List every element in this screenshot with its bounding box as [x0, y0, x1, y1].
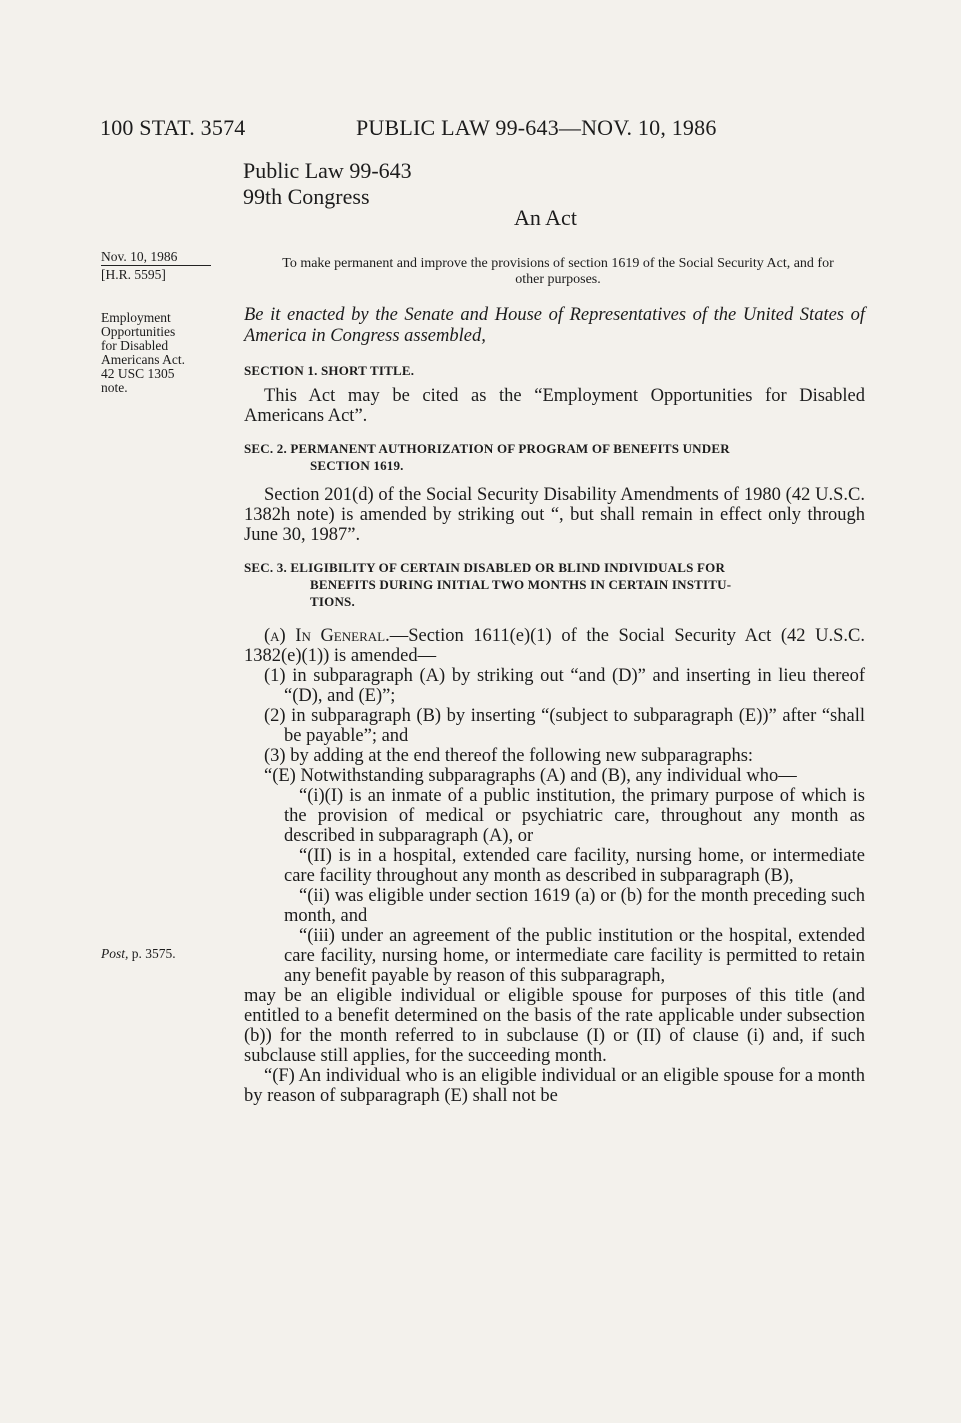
- subparagraph-E-closing: may be an eligible individual or eligible spouse for purposes of this title (and entitled to a benefit determined on the basis of the rate applicable under subsection (b)) for the month referred to in subclause (I) or (II) of clause (i) and, if such subclause still applies, for the succeeding month.: [244, 986, 865, 1066]
- an-act-title: An Act: [514, 205, 577, 230]
- clause-ii: “(ii) was eligible under section 1619 (a) or (b) for the month preceding such month, and: [284, 886, 865, 926]
- section-3-heading-line: BENEFITS DURING INITIAL TWO MONTHS IN CERTAIN INSTITU-: [310, 577, 732, 592]
- running-head-title: PUBLIC LAW 99-643—NOV. 10, 1986: [356, 115, 717, 140]
- section-2-heading: [244, 440, 865, 474]
- congress-number: 99th Congress: [243, 184, 370, 209]
- post-page: p. 3575.: [131, 946, 176, 961]
- margin-note-line: note.: [101, 380, 128, 395]
- amendment-item-2: (2) in subparagraph (B) by inserting “(subject to subparagraph (E))” after “shall be payable”; and: [264, 706, 865, 746]
- enacting-clause: Be it enacted by the Senate and House of Representatives of the United States of America in Congress assembled,: [244, 305, 865, 346]
- subparagraph-E-intro: “(E) Notwithstanding subparagraphs (A) and (B), any individual who—: [264, 766, 797, 786]
- section-1-paragraph: This Act may be cited as the “Employment Opportunities for Disabled Americans Act”.: [244, 386, 865, 426]
- margin-date-block: [101, 250, 211, 282]
- subparagraph-F-start: “(F) An individual who is an eligible individual or an eligible spouse for a month by reason of subparagraph (E) shall not be: [244, 1066, 865, 1106]
- margin-note-line: for Disabled: [101, 338, 169, 353]
- margin-short-title-note: [101, 311, 221, 395]
- section-2-paragraph: Section 201(d) of the Social Security Disability Amendments of 1980 (42 U.S.C. 1382h note) is amended by striking out “, but shall remain in effect only through June 30, 1987”.: [244, 485, 865, 545]
- section-1-heading: SECTION 1. SHORT TITLE.: [244, 363, 415, 378]
- section-3-body: [244, 626, 865, 1106]
- amendment-item-3: (3) by adding at the end thereof the following new subparagraphs:: [264, 746, 754, 766]
- margin-post-reference: [101, 947, 221, 961]
- subsection-a-text: —Section 1611(e)(1) of the Social Security Act (42 U.S.C. 1382(e)(1)) is amended—: [244, 626, 866, 666]
- act-purpose: To make permanent and improve the provisions of section 1619 of the Social Security Act, and for other purposes.: [282, 256, 834, 287]
- bleed-through-shadow: [650, 160, 870, 211]
- clause-i-II: “(II) is in a hospital, extended care facility, nursing home, or intermediate care facility throughout any month as described in subparagraph (B),: [284, 846, 865, 886]
- margin-note-line: Americans Act.: [101, 352, 185, 367]
- amendment-item-1: (1) in subparagraph (A) by striking out “and (D)” and inserting in lieu thereof “(D), and (E)”;: [264, 666, 865, 706]
- page-citation: 100 STAT. 3574: [100, 115, 246, 140]
- margin-note-line: Opportunities: [101, 324, 176, 339]
- post-label: Post,: [101, 946, 129, 961]
- margin-date: Nov. 10, 1986: [101, 250, 211, 266]
- section-2-heading-line: SECTION 1619.: [310, 458, 404, 473]
- subsection-a: [244, 626, 865, 666]
- section-3-heading-line: TIONS.: [310, 594, 355, 609]
- section-3-heading-line: SEC. 3. ELIGIBILITY OF CERTAIN DISABLED OR BLIND INDIVIDUALS FOR: [244, 560, 726, 575]
- margin-bill-number: [H.R. 5595]: [101, 267, 166, 282]
- subsection-a-label: (a) In General.: [264, 626, 390, 646]
- section-3-heading: [244, 559, 865, 610]
- section-1-text: [244, 386, 865, 426]
- public-law-number: Public Law 99-643: [243, 158, 412, 183]
- margin-note-line: 42 USC 1305: [101, 366, 175, 381]
- margin-note-line: Employment: [101, 310, 171, 325]
- subparagraph-E-clauses: [244, 786, 865, 986]
- section-2-heading-line: SEC. 2. PERMANENT AUTHORIZATION OF PROGRAM OF BENEFITS UNDER: [244, 441, 730, 456]
- clause-i-I: “(i)(I) is an inmate of a public institution, the primary purpose of which is the provision of medical or psychiatric care, throughout any month as described in subparagraph (A), or: [284, 786, 865, 846]
- clause-iii: “(iii) under an agreement of the public institution or the hospital, extended care facility, nursing home, or intermediate care facility is permitted to retain any benefit payable by reason of this subparagraph,: [284, 926, 865, 986]
- section-2-text: [244, 485, 865, 545]
